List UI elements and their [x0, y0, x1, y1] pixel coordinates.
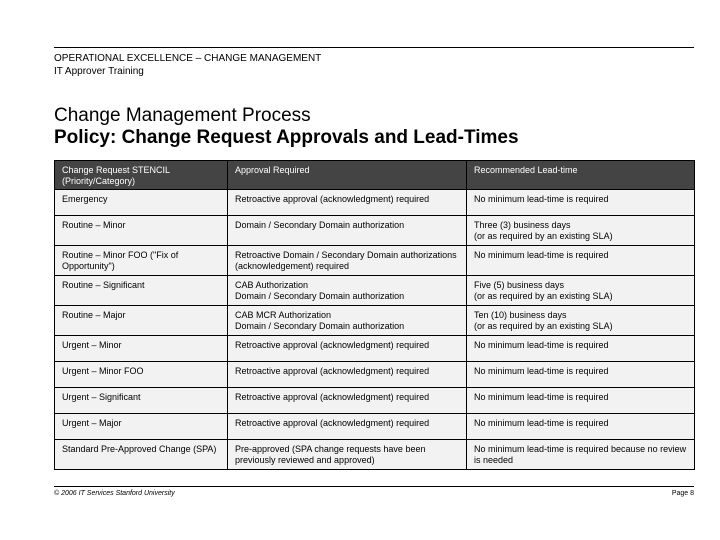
- cell-approval: Retroactive Domain / Secondary Domain authorizations (acknowledgement) required: [228, 246, 467, 276]
- cell-category: Routine – Minor FOO ("Fix of Opportunity"): [55, 246, 228, 276]
- column-header-category: [55, 161, 228, 190]
- policy-table-container: [54, 160, 694, 470]
- table-row: [55, 306, 695, 336]
- cell-lead-time: No minimum lead-time is required: [467, 388, 695, 414]
- cell-approval: Domain / Secondary Domain authorization: [228, 216, 467, 246]
- cell-lead-time: No minimum lead-time is required because no review is needed: [467, 440, 695, 470]
- table-header-row: [55, 161, 695, 190]
- cell-approval: Retroactive approval (acknowledgment) required: [228, 190, 467, 216]
- cell-lead-time: Five (5) business days (or as required by an existing SLA): [467, 276, 695, 306]
- cell-category: Standard Pre-Approved Change (SPA): [55, 440, 228, 470]
- table-row: [55, 440, 695, 470]
- cell-category: Urgent – Minor FOO: [55, 362, 228, 388]
- table-row: [55, 388, 695, 414]
- cell-category: Routine – Significant: [55, 276, 228, 306]
- title-line-2: Policy: Change Request Approvals and Lead-Times: [54, 127, 519, 148]
- cell-lead-time: Three (3) business days (or as required by an existing SLA): [467, 216, 695, 246]
- cell-approval: Retroactive approval (acknowledgment) required: [228, 414, 467, 440]
- table-row: [55, 246, 695, 276]
- bottom-divider: [54, 486, 694, 487]
- cell-lead-time: Ten (10) business days (or as required by an existing SLA): [467, 306, 695, 336]
- table-row: [55, 336, 695, 362]
- header-line-1: OPERATIONAL EXCELLENCE – CHANGE MANAGEMENT: [54, 53, 322, 64]
- cell-category: Urgent – Significant: [55, 388, 228, 414]
- cell-category: Routine – Major: [55, 306, 228, 336]
- cell-approval: Retroactive approval (acknowledgment) required: [228, 362, 467, 388]
- column-header-approval: Approval Required: [228, 161, 467, 190]
- cell-approval: Retroactive approval (acknowledgment) required: [228, 388, 467, 414]
- top-divider: [54, 47, 694, 48]
- cell-approval: Pre-approved (SPA change requests have been previously reviewed and approved): [228, 440, 467, 470]
- cell-approval: CAB Authorization Domain / Secondary Domain authorization: [228, 276, 467, 306]
- slide-title: [54, 105, 519, 149]
- table-row: [55, 190, 695, 216]
- cell-lead-time: No minimum lead-time is required: [467, 190, 695, 216]
- cell-approval: Retroactive approval (acknowledgment) required: [228, 336, 467, 362]
- table-row: [55, 216, 695, 246]
- column-header-category-label: Change Request STENCIL: [62, 165, 171, 175]
- table-row: [55, 276, 695, 306]
- cell-lead-time: No minimum lead-time is required: [467, 414, 695, 440]
- header-line-2: IT Approver Training: [54, 66, 144, 77]
- cell-lead-time: No minimum lead-time is required: [467, 362, 695, 388]
- cell-category: Urgent – Minor: [55, 336, 228, 362]
- footer-copyright: © 2006 IT Services Stanford University: [54, 490, 175, 497]
- cell-category: Emergency: [55, 190, 228, 216]
- cell-category: Urgent – Major: [55, 414, 228, 440]
- title-line-1: Change Management Process: [54, 105, 311, 126]
- cell-lead-time: No minimum lead-time is required: [467, 336, 695, 362]
- footer-page-number: Page 8: [671, 490, 694, 497]
- policy-table: [54, 160, 695, 470]
- table-row: [55, 414, 695, 440]
- column-header-category-sub: (Priority/Category): [62, 176, 136, 186]
- cell-approval: CAB MCR Authorization Domain / Secondary Domain authorization: [228, 306, 467, 336]
- cell-category: Routine – Minor: [55, 216, 228, 246]
- cell-lead-time: No minimum lead-time is required: [467, 246, 695, 276]
- table-row: [55, 362, 695, 388]
- column-header-lead-time: Recommended Lead-time: [467, 161, 695, 190]
- slide-header: [54, 52, 321, 78]
